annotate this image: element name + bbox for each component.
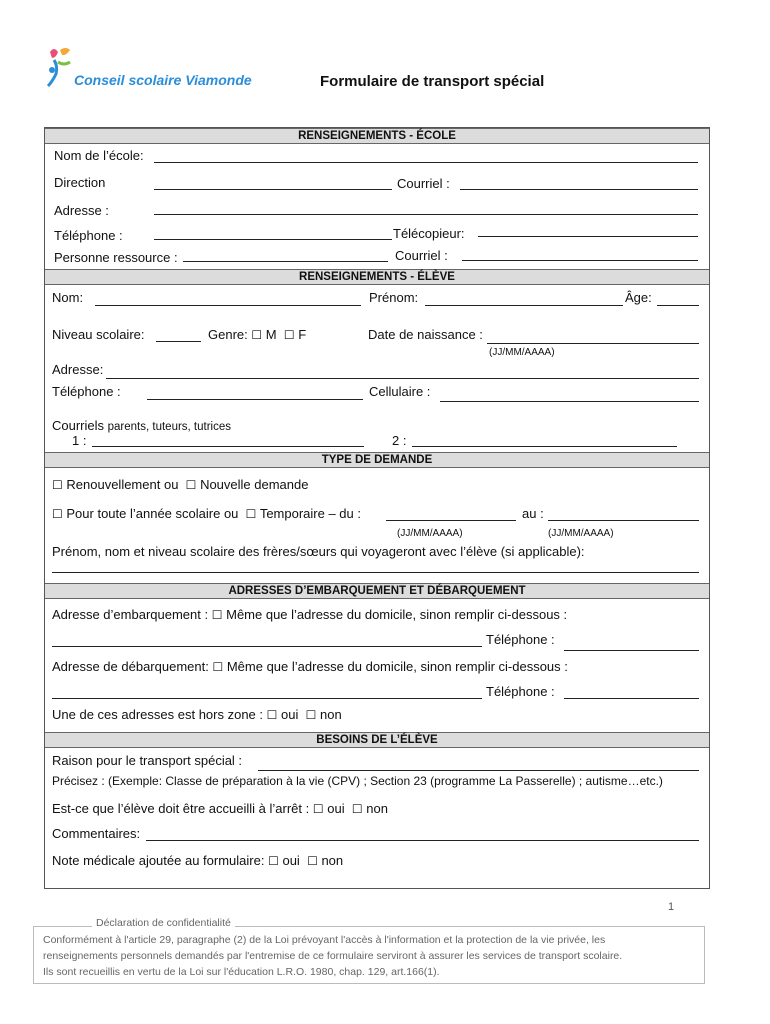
to-date-format: (JJ/MM/AAAA) (548, 528, 614, 539)
logo-figure-icon (44, 44, 74, 90)
temporary-to-label: au : (522, 506, 544, 521)
student-age-field[interactable] (657, 305, 699, 306)
welcome-yes-label: oui (327, 801, 345, 816)
logo (44, 44, 74, 90)
temporary-label: Temporaire – du : (259, 506, 361, 521)
page-number: 1 (668, 901, 675, 913)
level-label: Niveau scolaire: (52, 327, 145, 342)
dropoff-same-checkbox[interactable]: ☐ (212, 660, 224, 674)
student-firstname-label: Prénom: (369, 290, 419, 305)
from-date-format: (JJ/MM/AAAA) (397, 528, 463, 539)
student-age-label: Âge: (625, 290, 652, 305)
welcome-yes-checkbox[interactable]: ☐ (312, 802, 324, 816)
out-of-zone-row (52, 707, 342, 722)
pickup-phone-field[interactable] (564, 650, 699, 651)
gender-f-checkbox[interactable]: ☐ (283, 328, 295, 342)
pickup-address-field[interactable] (52, 646, 482, 647)
full-year-checkbox[interactable]: ☐ (52, 507, 63, 521)
contact-email-field[interactable] (462, 260, 698, 261)
comments-field[interactable] (146, 840, 699, 841)
section-heading-needs: BESOINS DE L’ÉLÈVE (45, 732, 709, 748)
out-of-zone-no-checkbox[interactable]: ☐ (305, 708, 317, 722)
gender-label: Genre: (208, 327, 248, 342)
page-title: Formulaire de transport spécial (320, 73, 545, 90)
school-email-label: Courriel : (397, 176, 450, 191)
dob-label: Date de naissance : (368, 327, 483, 342)
reason-label: Raison pour le transport spécial : (52, 753, 243, 768)
temporary-to-field[interactable] (548, 520, 699, 521)
renewal-label: Renouvellement (66, 477, 161, 492)
medical-label: Note médicale ajoutée au formulaire: (52, 853, 265, 868)
out-of-zone-no-label: non (320, 707, 342, 722)
request-type-row (52, 477, 308, 492)
school-email-field[interactable] (460, 189, 698, 190)
section-heading-student: RENSEIGNEMENTS - ÉLÈVE (45, 269, 709, 285)
section-heading-addresses: ADRESSES D’EMBARQUEMENT ET DÉBARQUEMENT (45, 583, 709, 599)
pickup-phone-label: Téléphone : (486, 632, 555, 647)
medical-no-checkbox[interactable]: ☐ (307, 854, 318, 868)
student-name-label: Nom: (52, 290, 84, 305)
cell-field[interactable] (440, 401, 699, 402)
duration-or-label: ou (223, 506, 239, 521)
school-address-field[interactable] (154, 214, 698, 215)
temporary-checkbox[interactable]: ☐ (245, 507, 257, 521)
section-heading-school: RENSEIGNEMENTS - ÉCOLE (45, 128, 709, 144)
dob-field[interactable] (487, 343, 699, 344)
welcome-row (52, 801, 388, 816)
new-request-label: Nouvelle demande (200, 477, 309, 492)
new-request-checkbox[interactable]: ☐ (185, 478, 197, 492)
out-of-zone-yes-label: oui (281, 707, 299, 722)
gender-f-label: F (298, 327, 307, 342)
dropoff-address-field[interactable] (52, 698, 482, 699)
pickup-row (52, 607, 567, 622)
dob-format: (JJ/MM/AAAA) (489, 347, 555, 358)
student-address-field[interactable] (106, 378, 699, 379)
section-heading-request: TYPE DE DEMANDE (45, 452, 709, 468)
pickup-same-checkbox[interactable]: ☐ (211, 608, 223, 622)
school-phone-field[interactable] (154, 239, 392, 240)
renewal-checkbox[interactable]: ☐ (52, 478, 63, 492)
direction-label: Direction (54, 175, 106, 190)
dropoff-same-label: Même que l’adresse du domicile, sinon remplir ci-dessous : (226, 659, 568, 674)
duration-row (52, 506, 361, 521)
pickup-same-label: Même que l’adresse du domicile, sinon remplir ci-dessous : (226, 607, 568, 622)
confidentiality-title: Déclaration de confidentialité (92, 917, 235, 929)
gender-group (208, 327, 306, 342)
contact-email-label: Courriel : (395, 248, 448, 263)
medical-yes-checkbox[interactable]: ☐ (268, 854, 279, 868)
contact-field[interactable] (183, 261, 388, 262)
medical-no-label: non (321, 853, 344, 868)
school-name-label: Nom de l’école: (54, 148, 144, 163)
email2-label: 2 : (392, 433, 407, 448)
welcome-no-label: non (366, 801, 388, 816)
confidentiality-line-2: renseignements personnels demandés par l'entremise de ce formulaire serviront à assurer les services de transport scolaire. (43, 950, 623, 962)
school-phone-label: Téléphone : (54, 228, 123, 243)
siblings-label: Prénom, nom et niveau scolaire des frères/sœurs qui voyageront avec l’élève (si applicable): (52, 544, 585, 559)
comments-label: Commentaires: (52, 826, 141, 841)
gender-m-checkbox[interactable]: ☐ (251, 328, 263, 342)
reason-field[interactable] (258, 770, 699, 771)
student-name-field[interactable] (95, 305, 361, 306)
school-address-label: Adresse : (54, 203, 109, 218)
confidentiality-line-1: Conformément à l'article 29, paragraphe (2) de la Loi prévoyant l'accès à l'information et la protection de la vie privée, les (43, 934, 606, 946)
welcome-no-checkbox[interactable]: ☐ (351, 802, 363, 816)
student-address-label: Adresse: (52, 362, 104, 377)
medical-row (52, 853, 343, 868)
dropoff-phone-field[interactable] (564, 698, 699, 699)
temporary-from-field[interactable] (386, 520, 516, 521)
emails-sub-label: parents, tuteurs, tutrices (107, 421, 232, 433)
logo-text: Conseil scolaire Viamonde (74, 72, 252, 88)
pickup-label: Adresse d’embarquement : (52, 607, 209, 622)
gender-m-label: M (265, 327, 277, 342)
email1-field[interactable] (92, 446, 364, 447)
email2-field[interactable] (412, 446, 677, 447)
emails-group (52, 418, 231, 433)
fax-label: Télécopieur: (393, 226, 465, 241)
level-field[interactable] (156, 341, 201, 342)
email1-label: 1 : (72, 433, 87, 448)
request-or-label: ou (163, 477, 179, 492)
fax-field[interactable] (478, 236, 698, 237)
student-phone-label: Téléphone : (52, 384, 121, 399)
welcome-label: Est-ce que l’élève doit être accueilli à l’arrêt : (52, 801, 310, 816)
emails-label: Courriels (52, 418, 105, 433)
siblings-field[interactable] (52, 572, 699, 573)
medical-yes-label: oui (282, 853, 300, 868)
reason-specify-hint: Précisez : (Exemple: Classe de préparation à la vie (CPV) ; Section 23 (programme La Passerelle) ; autisme…etc.) (52, 774, 663, 788)
student-phone-field[interactable] (147, 399, 363, 400)
dropoff-label: Adresse de débarquement: (52, 659, 209, 674)
confidentiality-line-3: Ils sont recueillis en vertu de la Loi sur l'éducation L.R.O. 1980, chap. 129, art.166(1). (43, 966, 440, 978)
dropoff-phone-label: Téléphone : (486, 684, 555, 699)
contact-label: Personne ressource : (54, 250, 178, 265)
cell-label: Cellulaire : (369, 384, 431, 399)
school-name-field[interactable] (154, 162, 698, 163)
student-firstname-field[interactable] (425, 305, 623, 306)
direction-field[interactable] (154, 189, 392, 190)
dropoff-row (52, 659, 568, 674)
full-year-label: Pour toute l’année scolaire (66, 506, 221, 521)
out-of-zone-label: Une de ces adresses est hors zone : (52, 707, 264, 722)
out-of-zone-yes-checkbox[interactable]: ☐ (266, 708, 278, 722)
